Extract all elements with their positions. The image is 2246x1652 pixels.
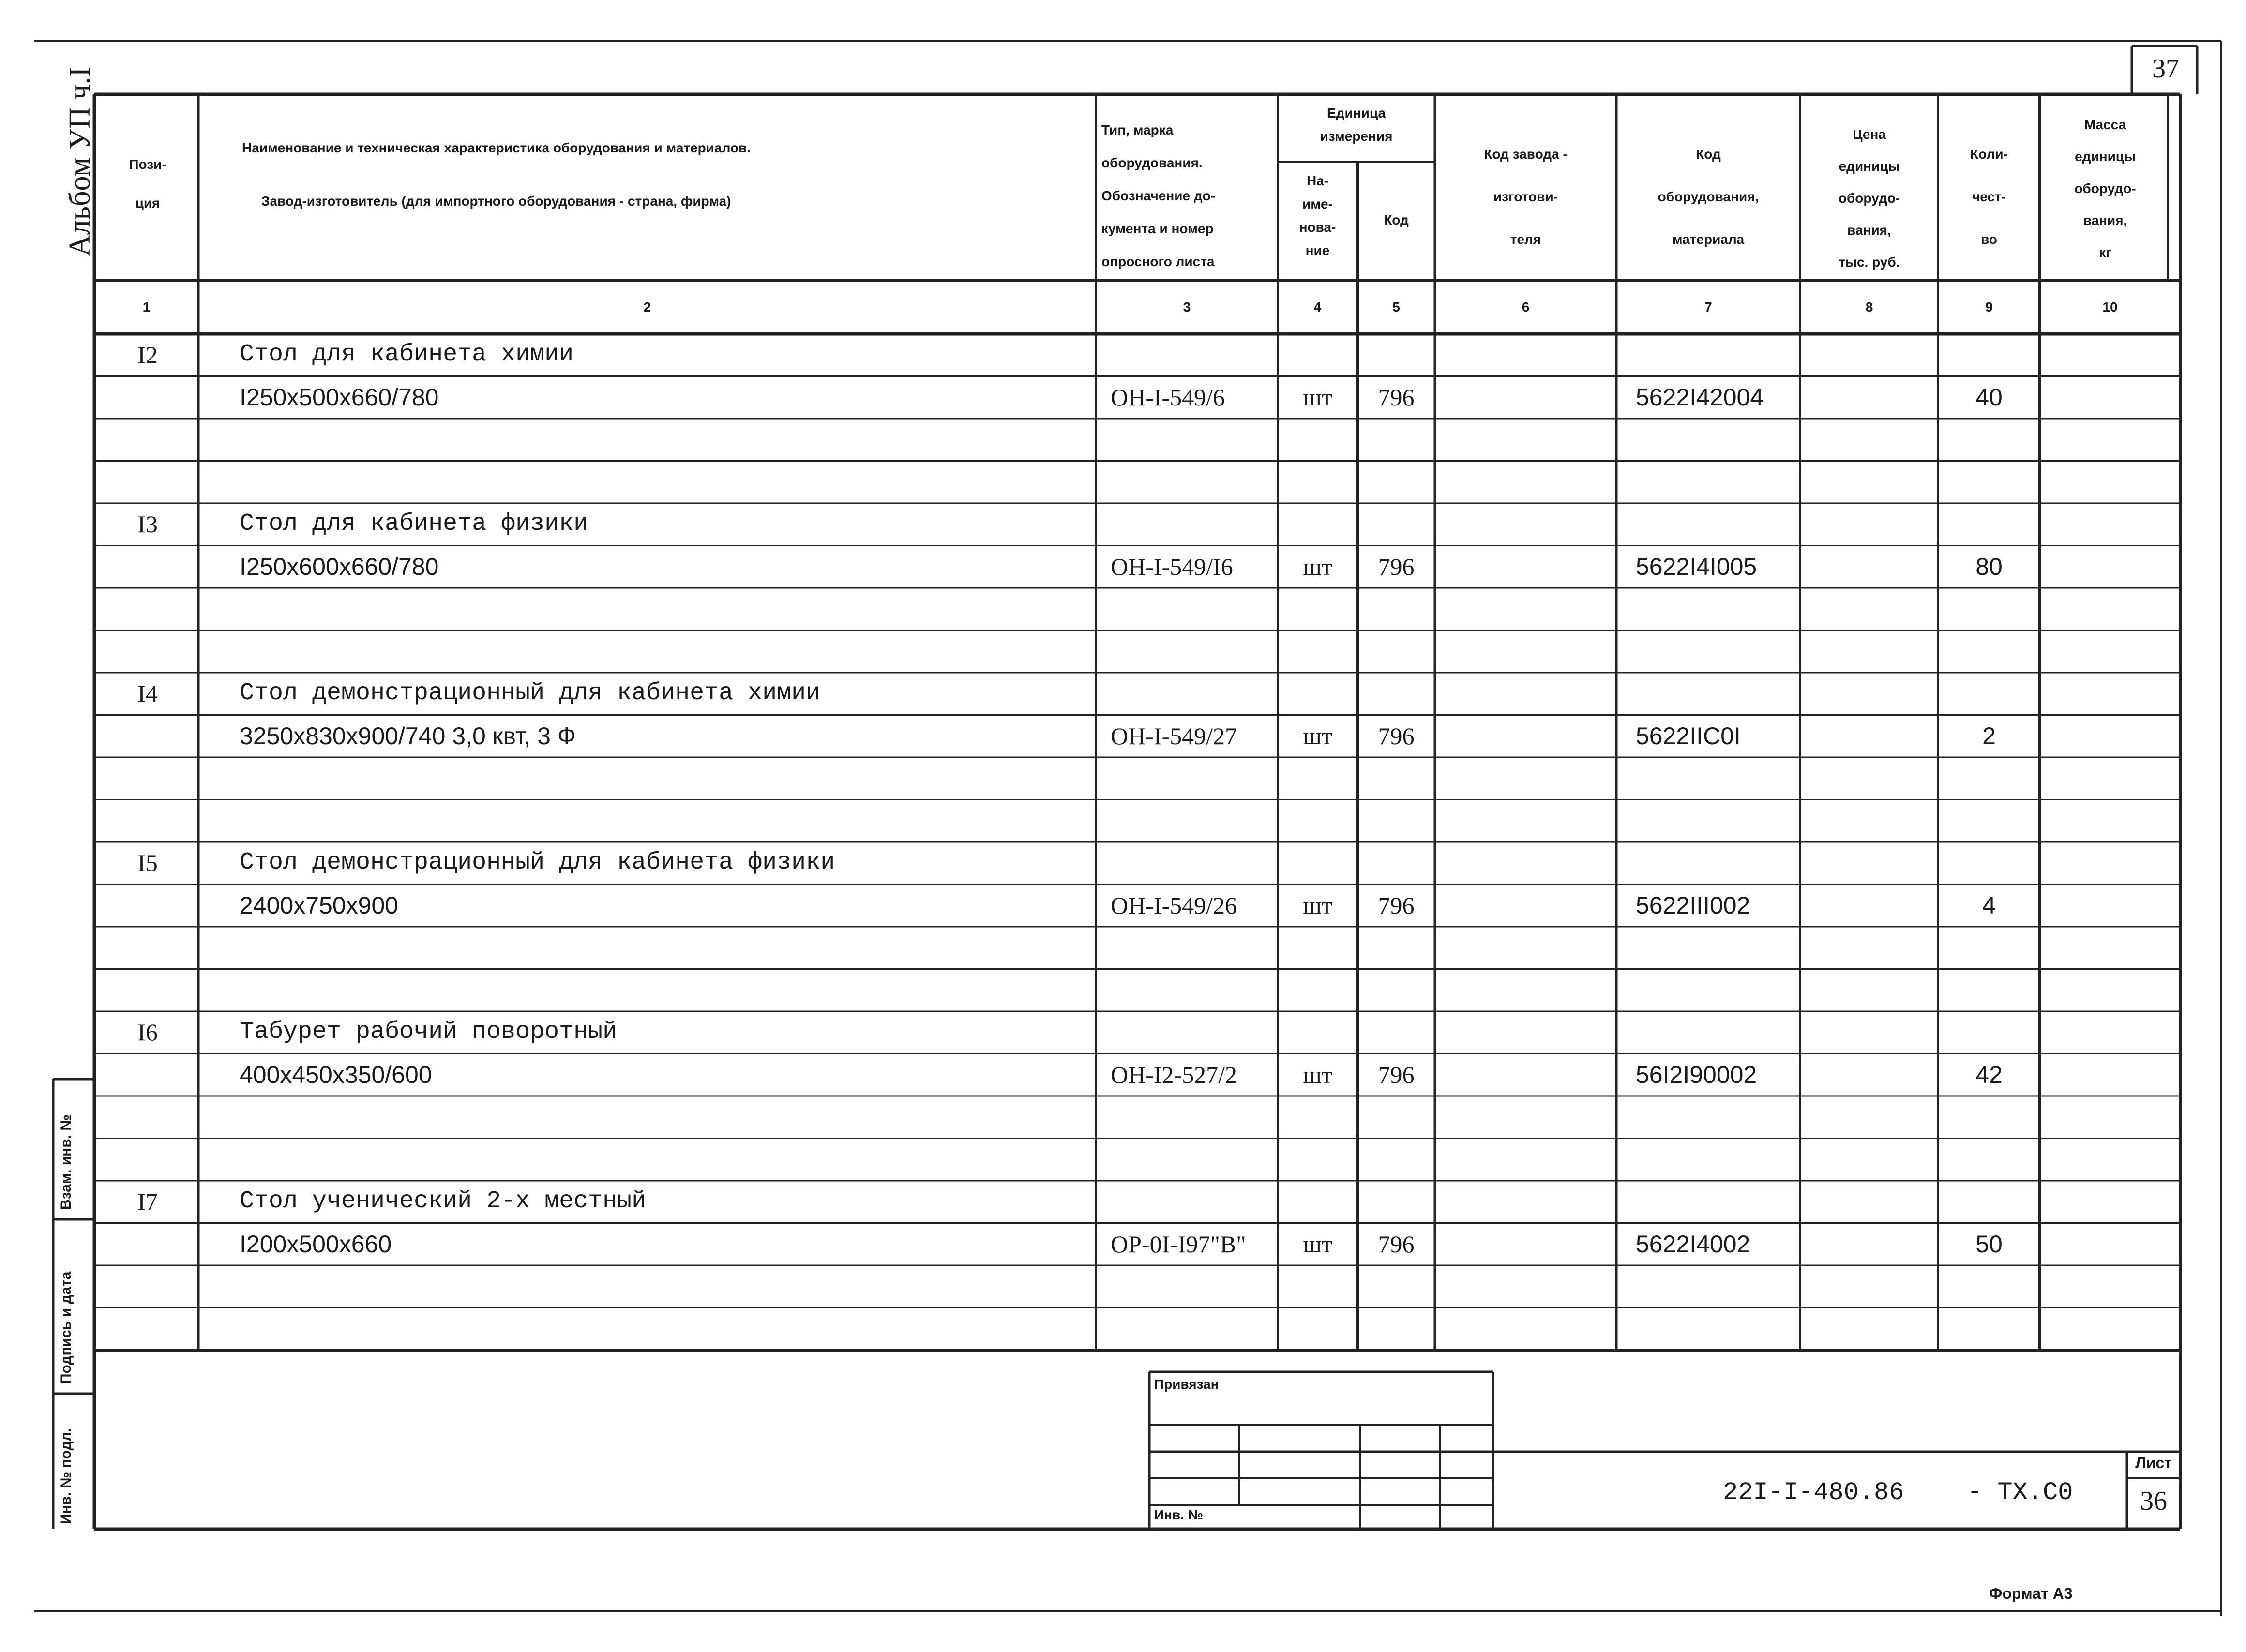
row-doc: ОН-I-549/26 xyxy=(1111,891,1237,919)
row-spec: 2400x750x900 xyxy=(240,891,399,919)
column-number: 6 xyxy=(1522,300,1530,315)
row-unit: шт xyxy=(1303,383,1332,411)
row-spec: 400x450x350/600 xyxy=(240,1061,432,1088)
row-quantity: 42 xyxy=(1975,1061,2003,1088)
row-equipment-code: 5622III002 xyxy=(1636,891,1750,919)
stamp-privyazan: Привязан xyxy=(1154,1377,1219,1392)
column-number: 3 xyxy=(1183,300,1191,315)
stamp-doc-code: 22I-I-480.86 xyxy=(1723,1478,1904,1507)
row-equipment-code: 56I2I90002 xyxy=(1636,1061,1757,1088)
header-unit-name: На- име- нова- ние xyxy=(1299,173,1336,258)
row-unit-code: 796 xyxy=(1378,1230,1415,1258)
header-name-line1: Наименование и техническая характеристика оборудования и материалов. xyxy=(242,140,751,155)
row-spec: I200x500x660 xyxy=(240,1230,392,1258)
row-equipment-code: 5622I42004 xyxy=(1636,383,1764,411)
row-position: I4 xyxy=(137,680,158,707)
row-unit-code: 796 xyxy=(1378,553,1415,580)
row-unit-code: 796 xyxy=(1378,1061,1415,1088)
album-label: Альбом УП ч.I xyxy=(63,67,96,256)
stamp-inv-no: Инв. № xyxy=(1154,1507,1204,1522)
side-label-vzam: Взам. инв. № xyxy=(58,1114,74,1210)
row-unit: шт xyxy=(1303,1061,1332,1088)
side-label-podpis: Подпись и дата xyxy=(58,1271,74,1384)
stamp-sheet-label: Лист xyxy=(2135,1454,2172,1472)
column-number: 5 xyxy=(1392,300,1400,315)
row-name: Стол для кабинета физики xyxy=(240,510,588,538)
column-number: 4 xyxy=(1313,300,1322,315)
row-spec: 3250x830x900/740 3,0 квт, 3 Ф xyxy=(240,722,576,750)
row-quantity: 4 xyxy=(1982,891,1996,919)
column-number: 9 xyxy=(1985,300,1993,315)
column-number: 7 xyxy=(1704,300,1712,315)
stamp-sheet-number: 36 xyxy=(2140,1486,2167,1516)
row-unit-code: 796 xyxy=(1378,722,1415,750)
row-equipment-code: 5622IIC0I xyxy=(1636,722,1741,750)
row-quantity: 50 xyxy=(1975,1230,2003,1258)
row-unit-code: 796 xyxy=(1378,891,1415,919)
row-doc: ОР-0I-I97"В" xyxy=(1111,1230,1246,1258)
column-number: 10 xyxy=(2102,300,2118,315)
row-unit: шт xyxy=(1303,891,1332,919)
row-unit: шт xyxy=(1303,1230,1332,1258)
format-label: Формат А3 xyxy=(1989,1585,2073,1602)
row-unit-code: 796 xyxy=(1378,383,1415,411)
row-name: Стол для кабинета химии xyxy=(240,341,574,368)
row-doc: ОН-I-549/27 xyxy=(1111,722,1237,750)
row-name: Стол ученический 2-х местный xyxy=(240,1187,647,1215)
row-name: Стол демонстрационный для кабинета химии xyxy=(240,679,821,707)
row-spec: I250x500x660/780 xyxy=(240,383,439,411)
row-unit: шт xyxy=(1303,553,1332,580)
row-position: I7 xyxy=(137,1188,158,1215)
row-position: I2 xyxy=(137,341,158,368)
column-number: 1 xyxy=(142,300,151,315)
header-quantity: Коли- чест- во xyxy=(1970,147,2008,247)
column-number: 8 xyxy=(1865,300,1873,315)
header-unit: Единица измерения xyxy=(1320,105,1393,144)
header-equipment-code: Код оборудования, материала xyxy=(1658,147,1759,247)
header-name-line2: Завод-изготовитель (для импортного оборудования - страна, фирма) xyxy=(261,194,731,209)
header-mass: Масса единицы оборудо- вания, кг xyxy=(2074,117,2136,260)
stamp-doc-suffix: - ТХ.С0 xyxy=(1967,1478,2073,1507)
row-position: I5 xyxy=(137,849,158,876)
row-equipment-code: 5622I4I005 xyxy=(1636,553,1757,580)
row-equipment-code: 5622I4002 xyxy=(1636,1230,1750,1258)
row-spec: I250x600x660/780 xyxy=(240,553,439,580)
column-number: 2 xyxy=(643,300,651,315)
header-position: Пози- ция xyxy=(129,157,166,210)
row-position: I3 xyxy=(137,511,158,538)
header-price: Цена единицы оборудо- вания, тыс. руб. xyxy=(1838,127,1900,270)
page-number: 37 xyxy=(2152,54,2179,84)
side-label-inv-podl: Инв. № подл. xyxy=(58,1427,74,1524)
row-doc: ОН-I2-527/2 xyxy=(1111,1061,1237,1088)
header-type: Тип, марка оборудования. Обозначение до- кумента и номер опросного листа xyxy=(1101,122,1216,269)
row-quantity: 40 xyxy=(1975,383,2003,411)
row-name: Стол демонстрационный для кабинета физики xyxy=(240,849,835,876)
row-quantity: 80 xyxy=(1975,553,2003,580)
header-factory-code: Код завода - изготови- теля xyxy=(1484,147,1568,247)
row-doc: ОН-I-549/I6 xyxy=(1111,553,1233,580)
row-doc: ОН-I-549/6 xyxy=(1111,383,1225,411)
row-unit: шт xyxy=(1303,722,1332,750)
row-quantity: 2 xyxy=(1982,722,1996,750)
row-name: Табурет рабочий поворотный xyxy=(240,1018,618,1046)
row-position: I6 xyxy=(137,1019,158,1046)
header-unit-code: Код xyxy=(1384,212,1409,227)
